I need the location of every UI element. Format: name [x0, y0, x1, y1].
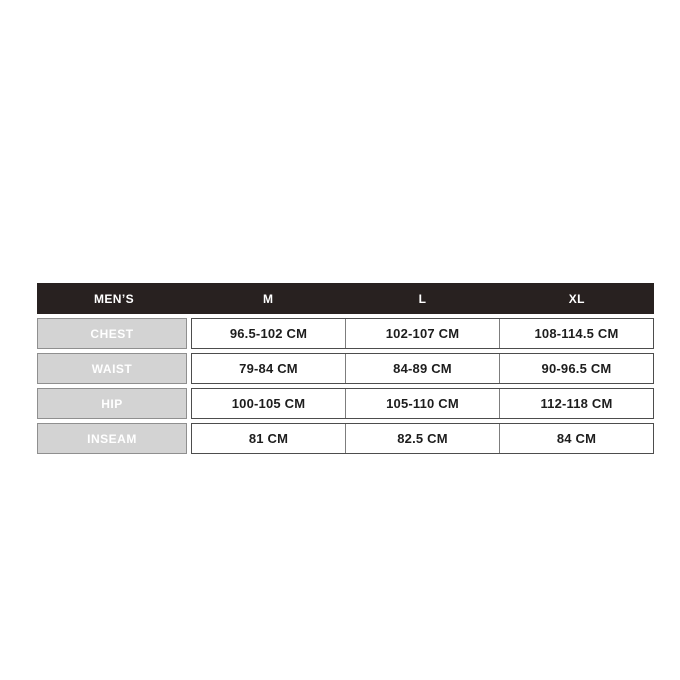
cell-chest-xl: 108-114.5 CM [499, 319, 653, 348]
cell-chest-m: 96.5-102 CM [229, 326, 308, 341]
cell-hip-xl: 112-118 CM [499, 389, 653, 418]
size-chart-table [37, 283, 654, 454]
row-waist-values [191, 353, 654, 384]
cell-hip-l: 105-110 CM [345, 389, 499, 418]
row-chest [37, 318, 654, 349]
row-inseam [37, 423, 654, 454]
row-label-waist: WAIST [37, 353, 187, 384]
cell-waist-m: 79-84 CM [239, 361, 298, 376]
cell-inseam-m: 81 CM [248, 431, 289, 446]
table-header-row [37, 283, 654, 314]
cell-waist-xl: 90-96.5 CM [499, 354, 653, 383]
cell-inseam-l: 82.5 CM [345, 424, 499, 453]
header-cell-mens: MEN’S [93, 291, 134, 306]
row-label-hip: HIP [37, 388, 187, 419]
cell-chest-l: 102-107 CM [345, 319, 499, 348]
row-waist [37, 353, 654, 384]
row-chest-values [191, 318, 654, 349]
cell-inseam-xl: 84 CM [499, 424, 653, 453]
row-hip [37, 388, 654, 419]
header-size-columns [191, 283, 654, 314]
cell-hip-m: 100-105 CM [231, 396, 306, 411]
header-cell-size-l: L [418, 291, 427, 306]
header-cell-size-xl: XL [568, 291, 585, 306]
row-hip-values [191, 388, 654, 419]
row-label-inseam: INSEAM [37, 423, 187, 454]
row-inseam-values [191, 423, 654, 454]
cell-waist-l: 84-89 CM [345, 354, 499, 383]
header-cell-size-m: M [262, 291, 274, 306]
row-label-chest: CHEST [37, 318, 187, 349]
